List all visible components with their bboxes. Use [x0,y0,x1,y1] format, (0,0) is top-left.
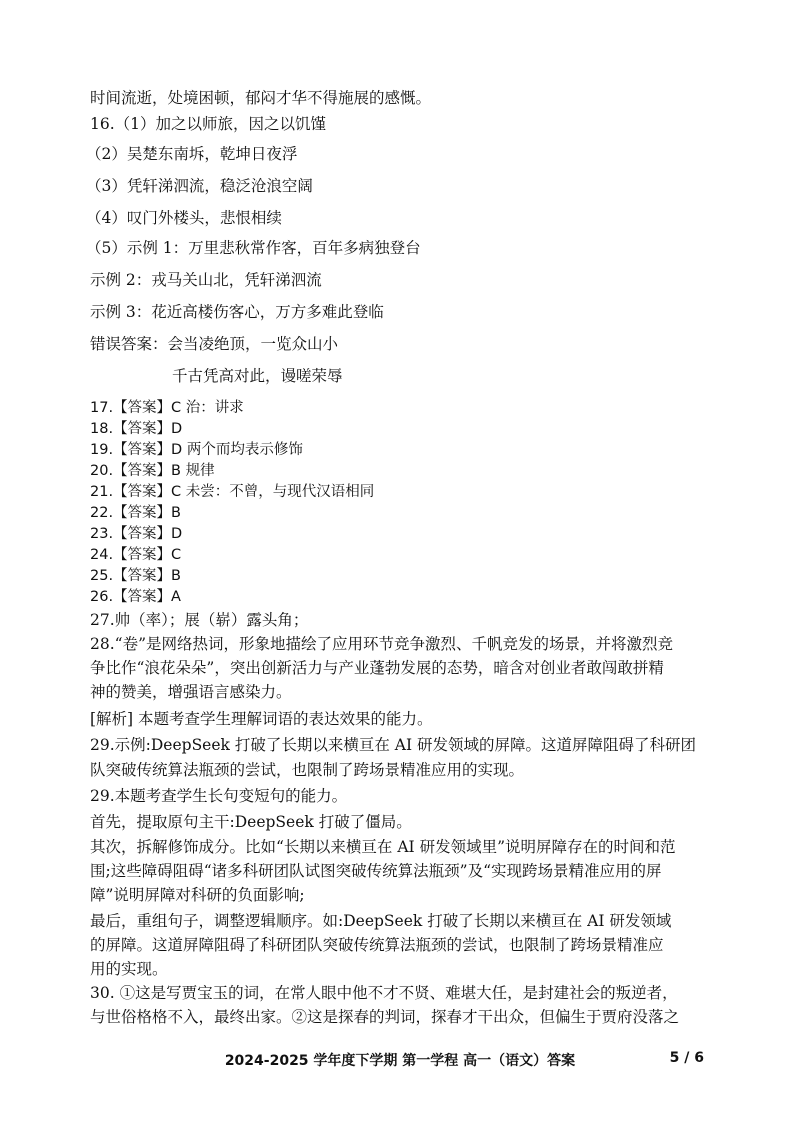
answer-16-2: （2）吴楚东南坼，乾坤日夜浮 [86,145,298,163]
answer-28-line2: 争比作“浪花朵朵”，突出创新活力与产业蓬勃发展的态势，暗含对创业者敢闯敢拼精 [90,659,664,677]
answer-19: 19.【答案】D 两个而均表示修饰 [90,442,303,458]
analysis-29-step1: 首先，提取原句主干:DeepSeek 打破了僵局。 [90,813,412,831]
answer-22: 22.【答案】B [90,505,182,521]
footer-title: 2024-2025 学年度下学期 第一学程 高一（语文）答案 [224,1053,576,1069]
analysis-29-step3-line2: 的屏障。这道屏障阻碍了科研团队突破传统算法瓶颈的尝试，也限制了跨场景精准应 [90,936,664,954]
answer-30-line1: 30. ①这是写贾宝玉的词，在常人眼中他不才不贤、难堪大任，是封建社会的叛逆者， [90,984,678,1002]
analysis-29-step3-line1: 最后，重组句子，调整逻辑顺序。如:DeepSeek 打破了长期以来横亘在 AI 研发领域 [90,912,672,930]
answer-16-1: 16.（1）加之以师旅，因之以饥馑 [90,115,327,133]
analysis-29-step2-line1: 其次，拆解修饰成分。比如“长期以来横亘在 AI 研发领域里”说明屏障存在的时间和范 [90,838,676,856]
answer-26: 26.【答案】A [90,589,181,605]
wrong-answer: 错误答案：会当凌绝顶，一览众山小 [90,335,339,353]
example-3: 示例 3：花近高楼伤客心，万方多难此登临 [90,303,384,321]
answer-23: 23.【答案】D [90,526,183,542]
answer-28-line1: 28.“卷”是网络热词，形象地描绘了应用环节竞争激烈、千帆竞发的场景，并将激烈竞 [90,635,674,653]
answer-18: 18.【答案】D [90,421,183,437]
analysis-28: [解析] 本题考查学生理解词语的表达效果的能力。 [90,710,433,728]
page-number: 5 / 6 [669,1050,704,1066]
answer-16-3: （3）凭轩涕泗流，稳泛沧浪空阔 [86,177,313,195]
answer-30-line2: 与世俗格格不入，最终出家。②这是探春的判词，探春才干出众，但偏生于贾府没落之 [90,1008,680,1026]
analysis-29-step2-line2: 围;这些障碍阻碍“诸多科研团队试图突破传统算法瓶颈”及“实现跨场景精准应用的屏 [90,862,662,880]
answer-21: 21.【答案】C 未尝：不曾，与现代汉语相同 [90,484,375,500]
answer-27: 27.帅（率）；展（崭）露头角； [90,611,309,629]
answer-24: 24.【答案】C [90,547,182,563]
answer-25: 25.【答案】B [90,568,182,584]
answer-16-4: （4）叹门外楼头，悲恨相续 [86,209,282,227]
answer-17: 17.【答案】C 治：讲求 [90,400,244,416]
wrong-answer-2: 千古凭高对此，谩嗟荣辱 [172,367,343,385]
text-line: 时间流逝，处境困顿，郁闷才华不得施展的感慨。 [90,89,432,107]
answer-20: 20.【答案】B 规律 [90,463,215,479]
example-2: 示例 2：戎马关山北，凭轩涕泗流 [90,271,322,289]
answer-16-5: （5）示例 1：万里悲秋常作客，百年多病独登台 [86,239,421,257]
analysis-29-step2-line3: 障”说明屏障对科研的负面影响; [90,886,305,904]
answer-28-line3: 神的赞美，增强语言感染力。 [90,683,292,701]
analysis-29-step3-line3: 用的实现。 [90,960,168,978]
answer-29-line1: 29.示例:DeepSeek 打破了长期以来横亘在 AI 研发领域的屏障。这道屏障阻碍了科研团 [90,736,697,754]
answer-29-line2: 队突破传统算法瓶颈的尝试，也限制了跨场景精准应用的实现。 [90,761,525,779]
analysis-29-intro: 29.本题考查学生长句变短句的能力。 [90,787,348,805]
